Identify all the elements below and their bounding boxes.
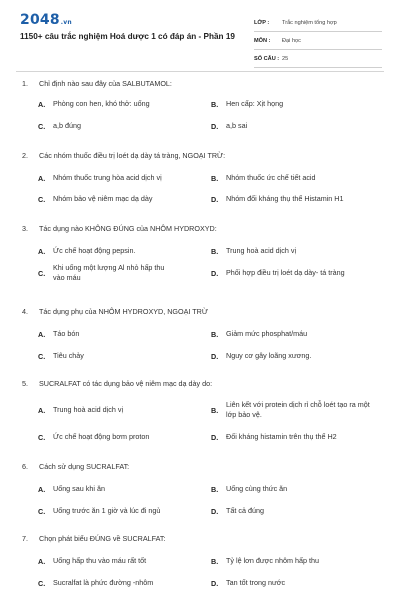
option-text: Nhóm đối kháng thụ thể Histamin H1 [226,194,344,203]
option-text: Phối hợp điều trị loét dạ dày- tá tràng [226,268,345,277]
option-letter: B. [211,246,219,256]
site-logo[interactable] [20,12,72,28]
option-letter: C. [38,351,46,361]
option-text: Táo bón [53,329,80,338]
meta-value: Đại học [282,37,301,44]
option-text: a,b sai [226,121,248,130]
meta-value: 25 [282,55,289,62]
option-letter: B. [211,405,219,415]
question-number: 7. [22,534,28,543]
option-letter: D. [211,351,219,361]
option-d[interactable] [211,194,381,204]
option-c[interactable] [38,432,198,442]
option-a[interactable] [38,99,198,109]
option-text: Tỷ lệ lơn được nhôm hấp thu [226,556,319,565]
option-b[interactable] [211,484,381,494]
option-text: Trung hoà acid dịch vị [226,246,297,255]
option-letter: A. [38,556,46,566]
option-text: Nhóm bảo vệ niêm mạc dạ dày [53,194,153,203]
option-b[interactable] [211,246,381,256]
meta-row-class [254,14,382,32]
option-letter: B. [211,99,219,109]
question-number: 5. [22,379,28,388]
option-letter: D. [211,268,219,278]
option-text: Tan tốt trong nước [226,578,286,587]
option-text: Liên kết với protein dịch rỉ chỗ loét tạo ra một lớp bảo vệ. [226,400,370,419]
option-text: Nguy cơ gây loãng xương. [226,351,312,360]
question-stem: Chỉ định nào sau đây của SALBUTAMOL: [39,79,172,88]
option-text: Tất cả đúng [226,506,264,515]
option-letter: B. [211,484,219,494]
option-c[interactable] [38,351,198,361]
option-letter: D. [211,194,219,204]
option-d[interactable] [211,351,381,361]
question-number: 4. [22,307,28,316]
option-text: Uống cùng thức ăn [226,484,288,493]
option-letter: C. [38,268,46,278]
question-text [22,534,166,543]
question-text [22,224,217,233]
option-text: Uống sau khi ăn [53,484,105,493]
meta-value: Trắc nghiệm tổng hợp [282,19,337,26]
option-text: Ức chế hoạt động pepsin. [53,246,136,255]
logo-suffix: .vn [60,19,72,26]
option-letter: A. [38,329,46,339]
option-letter: B. [211,173,219,183]
question-stem: Cách sử dụng SUCRALFAT: [39,462,130,471]
meta-label: SỐ CÂU : [254,55,280,62]
option-d[interactable] [211,578,381,588]
option-letter: C. [38,506,46,516]
meta-label: LỚP : [254,19,270,26]
option-letter: D. [211,578,219,588]
question-stem: Tác dụng nào KHÔNG ĐÚNG của NHÔM HYDROXYD: [39,224,217,233]
meta-row-count [254,50,382,68]
meta-info [254,14,382,68]
option-text: Nhóm thuốc trung hòa acid dịch vị [53,173,162,182]
option-b[interactable] [211,173,381,183]
option-c[interactable] [38,263,168,283]
question-number: 2. [22,151,28,160]
question-text [22,379,212,388]
question-stem: Chọn phát biểu ĐÚNG về SUCRALFAT: [39,534,166,543]
option-d[interactable] [211,268,381,278]
option-b[interactable] [211,329,381,339]
option-letter: A. [38,246,46,256]
option-c[interactable] [38,506,198,516]
option-b[interactable] [211,400,381,420]
question-text [22,307,208,316]
option-c[interactable] [38,121,198,131]
option-letter: C. [38,578,46,588]
page-title: 1150+ câu trắc nghiệm Hoá dược 1 có đáp án - Phần 19 [20,32,235,41]
option-d[interactable] [211,432,381,442]
option-b[interactable] [211,99,381,109]
option-d[interactable] [211,506,381,516]
option-d[interactable] [211,121,381,131]
option-text: Ức chế hoạt động bơm proton [53,432,150,441]
header-divider [16,71,384,72]
option-letter: A. [38,173,46,183]
meta-row-subject [254,32,382,50]
option-a[interactable] [38,246,198,256]
option-text: Tiêu chảy [53,351,84,360]
option-c[interactable] [38,578,198,588]
option-text: Giảm mức phosphat/máu [226,329,308,338]
question-text [22,151,225,160]
meta-label: MÔN : [254,37,271,44]
option-text: Phòng con hen, khó thở: uống [53,99,150,108]
option-text: Đối kháng histamin trên thụ thể H2 [226,432,337,441]
option-text: Hen cấp: Xịt họng [226,99,284,108]
option-a[interactable] [38,173,198,183]
logo-main: 2048 [20,12,60,28]
option-c[interactable] [38,194,198,204]
question-number: 3. [22,224,28,233]
option-text: Sucralfat là phức đường -nhôm [53,578,154,587]
option-letter: A. [38,99,46,109]
question-text [22,462,129,471]
option-text: Uống hấp thu vào máu rất tốt [53,556,147,565]
question-number: 6. [22,462,28,471]
option-letter: D. [211,506,219,516]
question-number: 1. [22,79,28,88]
question-stem: SUCRALFAT có tác dụng bảo vệ niêm mạc dạ dày do: [39,379,213,388]
option-text: Uống trước ăn 1 giờ và lúc đi ngủ [53,506,161,515]
option-text: Trung hoà acid dịch vị [53,405,124,414]
option-letter: B. [211,556,219,566]
option-a[interactable] [38,329,198,339]
question-text [22,79,172,88]
option-b[interactable] [211,556,381,566]
option-letter: C. [38,121,46,131]
option-letter: D. [211,121,219,131]
option-a[interactable] [38,405,198,415]
option-text: Nhóm thuốc ức chế tiết acid [226,173,316,182]
option-text: a,b đúng [53,121,81,130]
option-letter: A. [38,405,46,415]
option-text: Khi uống một lượng Al nhỏ hấp thu vào máu [53,263,165,282]
option-a[interactable] [38,484,198,494]
option-letter: C. [38,194,46,204]
option-letter: B. [211,329,219,339]
option-letter: D. [211,432,219,442]
question-stem: Các nhóm thuốc điều trị loét dạ dày tá tràng, NGOẠI TRỪ: [39,151,226,160]
question-stem: Tác dụng phụ của NHÔM HYDROXYD, NGOẠI TRỪ [39,307,208,316]
option-letter: C. [38,432,46,442]
option-letter: A. [38,484,46,494]
option-a[interactable] [38,556,198,566]
